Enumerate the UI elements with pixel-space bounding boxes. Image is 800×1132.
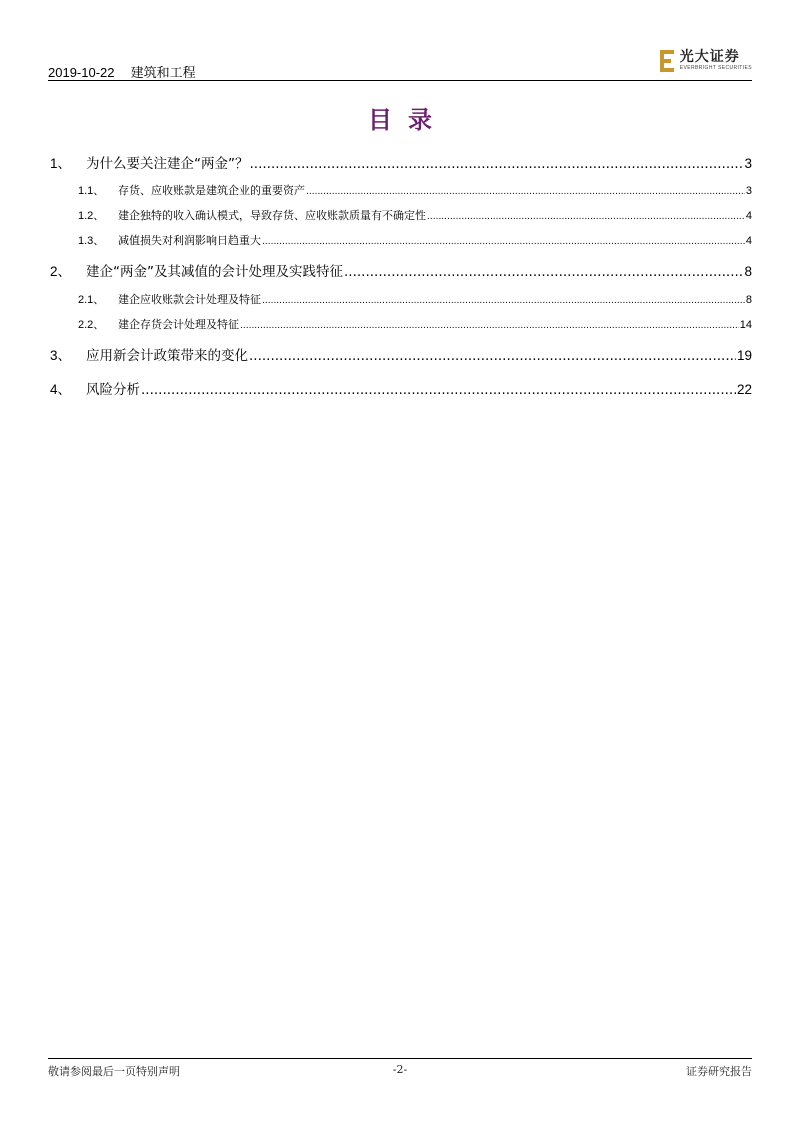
toc-entry-number: 2.1、 (78, 294, 105, 306)
toc-entry-page: 8 (744, 264, 752, 279)
footer-divider (48, 1058, 752, 1059)
toc-dot-leader (427, 205, 745, 230)
toc-entry-title: 应用新会计政策带来的变化 (86, 348, 248, 364)
page-footer (48, 1063, 752, 1079)
toc-dot-leader (262, 230, 745, 255)
toc-entry-title: 风险分析 (86, 382, 140, 398)
toc-entry-number: 3、 (50, 348, 72, 363)
toc-entry[interactable] (48, 150, 752, 178)
logo-mark-icon (660, 50, 676, 72)
toc-entry[interactable] (48, 341, 752, 371)
toc-entry-page: 19 (736, 348, 752, 363)
toc-dot-leader (249, 341, 736, 371)
toc-entry-page: 4 (745, 235, 752, 247)
toc-entry-page: 14 (739, 319, 752, 331)
toc-entry-page: 8 (745, 294, 752, 306)
toc-entry-page: 3 (745, 185, 752, 197)
toc-entry-page: 4 (745, 210, 752, 222)
disclaimer-note: 敬请参阅最后一页特别声明 (48, 1065, 180, 1078)
header-info (48, 62, 196, 81)
toc-subentry[interactable] (48, 228, 752, 253)
header-divider (48, 80, 752, 81)
toc-entry-title: 建企应收账款会计处理及特征 (118, 293, 261, 306)
toc-entry-number: 1.2、 (78, 210, 105, 222)
toc-entry-title: 存货、应收账款是建筑企业的重要资产 (118, 184, 305, 197)
toc-entry-title: 建企存货会计处理及特征 (118, 318, 239, 331)
toc-subentry[interactable] (48, 287, 752, 312)
table-of-contents (48, 150, 752, 405)
toc-entry-page: 22 (736, 382, 752, 397)
report-date: 2019-10-22 (48, 65, 115, 80)
toc-entry-title: 为什么要关注建企“两金”？ (86, 156, 249, 172)
report-type: 证券研究报告 (686, 1065, 752, 1078)
toc-subentry[interactable] (48, 178, 752, 203)
toc-entry[interactable] (48, 257, 752, 287)
toc-entry-number: 2、 (50, 264, 72, 279)
toc-dot-leader (240, 314, 739, 339)
toc-subentry[interactable] (48, 312, 752, 337)
logo-english-name: EVERBRIGHT SECURITIES (679, 65, 752, 71)
toc-entry-title: 建企独特的收入确认模式，导致存货、应收账款质量有不确定性 (118, 209, 426, 222)
toc-entry-number: 4、 (50, 382, 72, 397)
page-header (48, 48, 752, 80)
toc-title: 目录 (368, 106, 448, 134)
toc-entry-number: 1、 (50, 156, 72, 171)
toc-entry[interactable] (48, 375, 752, 405)
report-sector: 建筑和工程 (130, 66, 196, 81)
toc-dot-leader (141, 375, 736, 405)
toc-dot-leader (306, 180, 745, 205)
page-number: -2- (392, 1063, 408, 1076)
toc-entry-title: 建企“两金”及其减值的会计处理及实践特征 (86, 264, 343, 280)
toc-entry-number: 1.3、 (78, 235, 105, 247)
toc-entry-number: 1.1、 (78, 185, 105, 197)
toc-dot-leader (344, 257, 743, 287)
toc-dot-leader (250, 150, 744, 178)
toc-entry-title: 减值损失对利润影响日趋重大 (118, 234, 261, 247)
toc-entry-page: 3 (744, 156, 752, 171)
toc-entry-number: 2.2、 (78, 319, 105, 331)
logo-chinese-name: 光大证券 (679, 49, 740, 65)
company-logo (660, 50, 752, 72)
toc-subentry[interactable] (48, 203, 752, 228)
toc-dot-leader (262, 289, 745, 314)
